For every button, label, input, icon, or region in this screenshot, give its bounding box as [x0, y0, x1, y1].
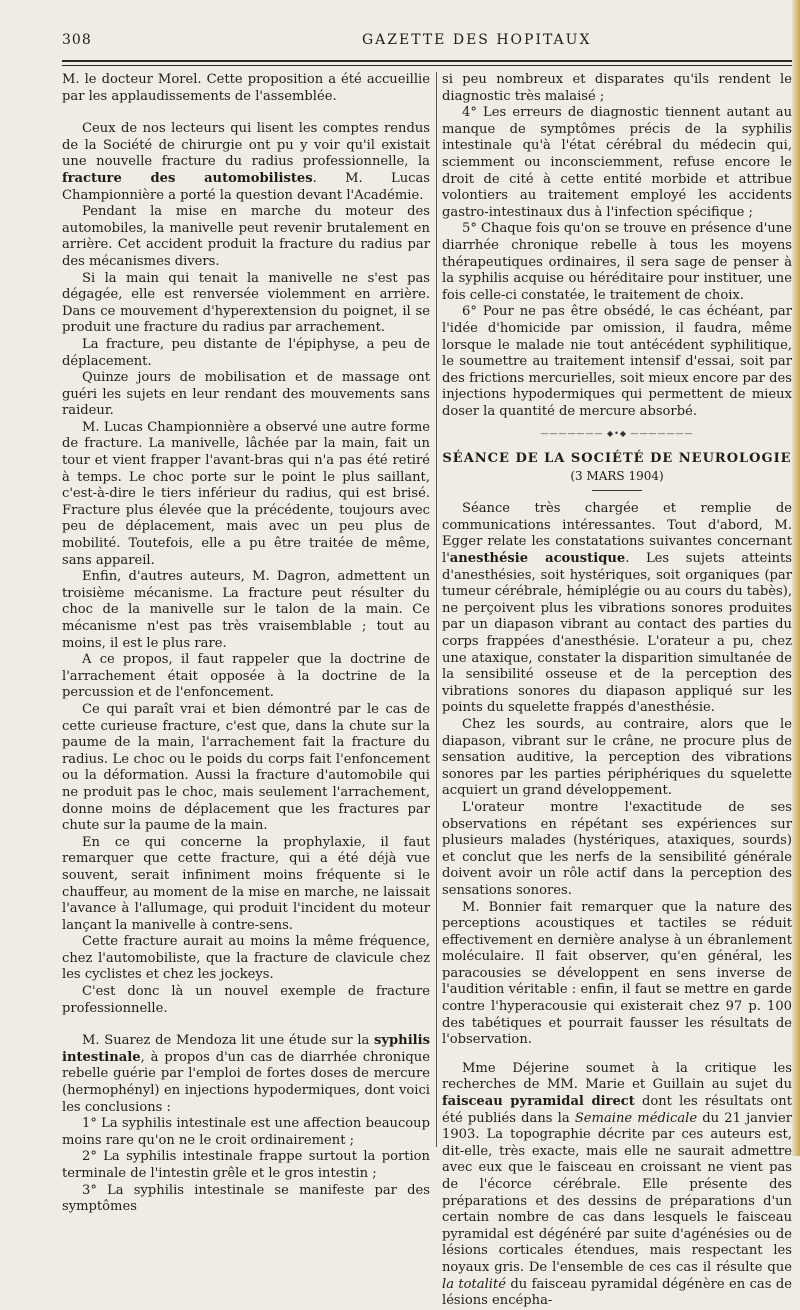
- paragraph: Chez les sourds, au contraire, alors que le diapason, vibrant sur le crâne, ne procure plus de sensation auditive, la perception des vibrations sonores par les parties périphériques du squelette acquiert un grand développement.: [442, 716, 792, 799]
- bold-term: faisceau pyramidal direct: [442, 1094, 635, 1110]
- conclusion-item: 6° Pour ne pas être obsédé, le cas échéant, par l'idée d'homicide par omission, il faudra, même lorsque le malade nie tout antécédent syphilitique, le soumettre au traitement intensif d'essai, soit par des frictions mercurielles, soit mieux encore par des injections hypodermiques qui permettent de mieux doser la quantité de mercure absorbé.: [442, 304, 792, 419]
- bold-term: anesthésie acoustique: [449, 551, 626, 567]
- paragraph: Pendant la mise en marche du moteur des automobiles, la manivelle peut revenir brutalement en arrière. Cet accident produit la fracture du radius par des mécanismes divers.: [62, 204, 430, 269]
- paragraph: Ce qui paraît vrai et bien démontré par le cas de cette curieuse fracture, c'est que, dans la chute sur la paume de la main, l'arrachement fait la fracture du radius. Le choc ou le poids du corps fait l'enfoncement ou la déformation. Aussi la fracture d'automobile qui ne produit pas le choc, mais seulement l'arrachement, donne moins de déplacement que les fractures par chute sur la paume de la main.: [62, 701, 430, 834]
- paragraph: M. le docteur Morel. Cette proposition a été accueillie par les applaudissements de l'assemblée.: [62, 72, 430, 104]
- paragraph: Séance très chargée et remplie de communications intéressantes. Tout d'abord, M. Egger relate les constatations suivantes concernant l'anesthésie acoustique. Les sujets atteints d'anesthésies, soit hystériques, soit organiques (par tumeur cérébrale, hémiplégie ou au cours du tabès), ne perçoivent plus les vibrations sonores produites par un diapason vibrant au contact des parties du corps frappées d'anesthésie. L'orateur a pu, chez une ataxique, constater la disparition simultanée de la sensibilité osseuse et de la perception des vibrations sonores du diapason appliqué sur les points du squelette frappés d'anesthésie.: [442, 501, 792, 716]
- conclusion-item: 2° La syphilis intestinale frappe surtout la portion terminale de l'intestin grêle et le gros intestin ;: [62, 1149, 430, 1181]
- italic-term: Semaine médicale: [574, 1110, 698, 1126]
- paragraph: En ce qui concerne la prophylaxie, il faut remarquer que cette fracture, qui a été déjà vue souvent, serait infiniment moins fréquente si le chauffeur, au moment de la mise en marche, ne laissait l'avance à l'allumage, qui produit l'incident du moteur lançant la manivelle à contre-sens.: [62, 834, 430, 933]
- running-title: GAZETTE DES HOPITAUX: [362, 32, 592, 48]
- paragraph: M. Lucas Championnière a observé une autre forme de fracture. La manivelle, lâchée par la main, fait un tour et vient frapper l'avant-bras qui n'a pas été retiré à temps. Le choc porte sur le point le plus saillant, c'est-à-dire le tiers inférieur du radius, qui est brisé. Fracture plus élevée que la précédente, toujours avec peu de déplacement, mais avec un peu plus de mobilité. Toutefois, elle a pu être traitée de même, sans appareil.: [62, 419, 430, 568]
- paragraph: Si la main qui tenait la manivelle ne s'est pas dégagée, elle est renversée violemment en arrière. Dans ce mouvement d'hyperextension du poignet, il se produit une fracture du radius par arrachement.: [62, 270, 430, 336]
- bold-term: syphilis intestinale: [62, 1033, 430, 1065]
- ornament-divider: ——————— ◆•◆ ———————: [540, 429, 694, 439]
- page-header: [62, 32, 792, 52]
- italic-term: la totalité: [442, 1276, 506, 1292]
- left-column: [62, 72, 430, 1216]
- bold-term: fracture des automobilistes: [62, 170, 313, 186]
- paragraph: La fracture, peu distante de l'épiphyse, a peu de déplacement.: [62, 336, 430, 369]
- page-edge: [792, 0, 800, 1156]
- section-date: (3 MARS 1904): [570, 468, 664, 483]
- paragraph: Enfin, d'autres auteurs, M. Dagron, admettent un troisième mécanisme. La fracture peut résulter du choc de la manivelle sur le talon de la main. Ce mécanisme n'est pas très vraisemblable ; tout au moins, il est le plus rare.: [62, 569, 430, 651]
- paragraph: Quinze jours de mobilisation et de massage ont guéri les sujets en leur rendant des mouvements sans raideur.: [62, 370, 430, 419]
- section-rule: [592, 490, 642, 491]
- header-rule-thin: [62, 65, 792, 66]
- conclusion-item: 1° La syphilis intestinale est une affection beaucoup moins rare qu'on ne le croit ordinairement ;: [62, 1116, 430, 1148]
- section-title: SÉANCE DE LA SOCIÉTÉ DE NEUROLOGIE: [442, 451, 792, 467]
- paragraph: L'orateur montre l'exactitude de ses observations en répétant ses expériences sur plusieurs malades (hystériques, ataxiques, sourds) et conclut que les nerfs de la sensibilité générale doivent avoir un rôle actif dans la perception des sensations sonores.: [442, 799, 792, 898]
- paragraph: A ce propos, il faut rappeler que la doctrine de l'arrachement était opposée à la doctrine de la percussion et de l'enfoncement.: [62, 652, 430, 701]
- paragraph: Cette fracture aurait au moins la même fréquence, chez l'automobiliste, que la fracture de clavicule chez les cyclistes et chez les jockeys.: [62, 934, 430, 983]
- paragraph: Ceux de nos lecteurs qui lisent les comptes rendus de la Société de chirurgie ont pu y voir qu'il existait une nouvelle fracture du radius professionnelle, la fracture des automobilistes. M. Lucas Championnière a porté la question devant l'Académie.: [62, 121, 430, 203]
- conclusion-item: 5° Chaque fois qu'on se trouve en présence d'une diarrhée chronique rebelle à tous les moyens thérapeutiques ordinaires, il sera sage de penser à la syphilis acquise ou héréditaire pour instituer, une fois celle-ci constatée, le traitement de choix.: [442, 221, 792, 303]
- conclusion-item: 3° La syphilis intestinale se manifeste par des symptômes: [62, 1182, 430, 1215]
- paragraph: M. Suarez de Mendoza lit une étude sur la syphilis intestinale, à propos d'un cas de diarrhée chronique rebelle guérie par l'emploi de fortes doses de mercure (hermophényl) en injections hypodermiques, dont voici les conclusions :: [62, 1033, 430, 1115]
- right-column: [442, 72, 792, 1310]
- page-number: 308: [62, 32, 92, 48]
- conclusion-item: 4° Les erreurs de diagnostic tiennent autant au manque de symptômes précis de la syphilis intestinale qu'à l'état cérébral du médecin qui, sciemment ou inconsciemment, refuse encore le droit de cité à cette entité morbide et attribue volontiers au traitement employé les accidents gastro-intestinaux dus à l'infection spécifique ;: [442, 105, 792, 220]
- paragraph: Mme Déjerine soumet à la critique les recherches de MM. Marie et Guillain au sujet du faisceau pyramidal direct dont les résultats ont été publiés dans la Semaine médicale du 21 janvier 1903. La topographie décrite par ces auteurs est, dit-elle, très exacte, mais elle ne saurait admettre avec eux que le faisceau en croissant ne vient pas de l'écorce cérébrale. Elle présente des préparations et des dessins de préparations d'un certain nombre de cas dans lesquels le faisceau pyramidal est dégénéré par suite d'agénésies ou de lésions corticales étendues, mais respectant les noyaux gris. De l'ensemble de ces cas il résulte que la totalité du faisceau pyramidal dégénère en cas de lésions encépha-: [442, 1060, 792, 1309]
- paragraph: si peu nombreux et disparates qu'ils rendent le diagnostic très malaisé ;: [442, 72, 792, 104]
- paragraph: C'est donc là un nouvel exemple de fracture professionnelle.: [62, 984, 430, 1016]
- header-rule: [62, 60, 792, 62]
- column-divider: [436, 72, 437, 1147]
- paragraph: M. Bonnier fait remarquer que la nature des perceptions acoustiques et tactiles se réduit effectivement en dernière analyse à un ébranlement moléculaire. Il fait observer, qu'en général, les paracousies se développent en sens inverse de l'audition véritable : enfin, il faut se mettre en garde contre l'hyperacousie qui existerait chez 97 p. 100 des tabétiques et pourrait fausser les résultats de l'observation.: [442, 899, 792, 1048]
